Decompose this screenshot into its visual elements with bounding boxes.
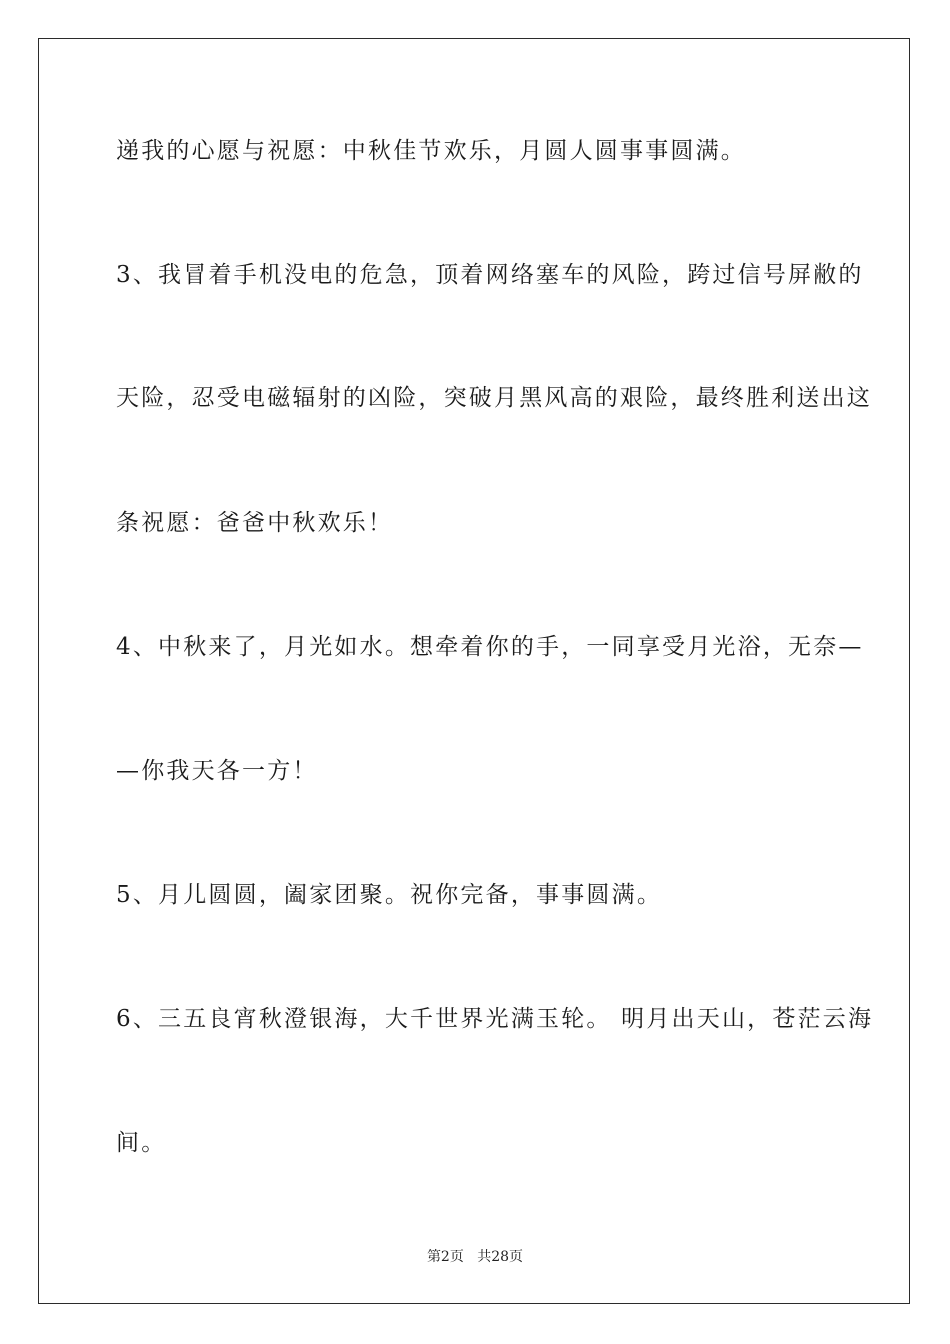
text-line-1: 递我的心愿与祝愿：中秋佳节欢乐，月圆人圆事事圆满。 (116, 138, 746, 164)
text-line-5: 4、中秋来了，月光如水。想牵着你的手，一同享受月光浴，无奈— (116, 634, 864, 660)
page-frame (38, 38, 910, 1304)
text-line-3: 天险，忍受电磁辐射的凶险，突破月黑风高的艰险，最终胜利送出这 (116, 385, 872, 411)
text-line-2: 3、我冒着手机没电的危急，顶着网络塞车的风险，跨过信号屏敝的 (116, 262, 864, 288)
total-pages: 共28页 (477, 1249, 524, 1265)
text-line-4: 条祝愿：爸爸中秋欢乐！ (116, 510, 394, 536)
text-line-9: 间。 (116, 1130, 167, 1156)
text-line-6: —你我天各一方！ (116, 758, 318, 784)
text-line-7: 5、月儿圆圆，阖家团聚。祝你完备，事事圆满。 (116, 882, 663, 908)
page-footer (0, 1248, 950, 1266)
text-line-8: 6、三五良宵秋澄银海，大千世界光满玉轮。 明月出天山，苍茫云海 (116, 1006, 874, 1032)
page-number: 第2页 (426, 1249, 464, 1265)
